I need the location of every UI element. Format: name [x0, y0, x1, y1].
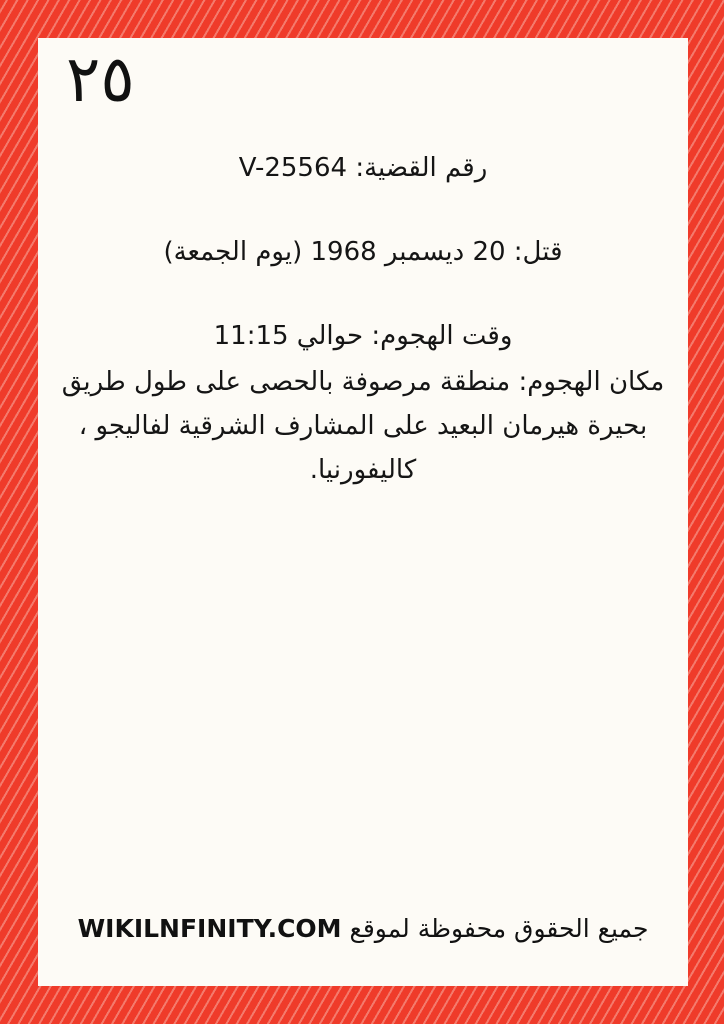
- rights-text: جميع الحقوق محفوظة لموقع: [349, 914, 649, 943]
- copyright-footer: [48, 914, 678, 943]
- attack-time-line: وقت الهجوم: حوالي 11:15: [213, 321, 513, 351]
- case-number-line: رقم القضية: V-25564: [238, 153, 488, 183]
- card-number: ٢٥: [66, 43, 135, 117]
- attack-place-paragraph: مكان الهجوم: منطقة مرصوفة بالحصى على طول طريق بحيرة هيرمان البعيد على المشارف الشرقية لفاليجو ، كاليفورنيا.: [61, 367, 665, 485]
- card: [38, 38, 688, 986]
- site-name: WIKILNFINITY.COM: [77, 914, 342, 943]
- killed-date-line: قتل: 20 ديسمبر 1968 (يوم الجمعة): [163, 237, 563, 267]
